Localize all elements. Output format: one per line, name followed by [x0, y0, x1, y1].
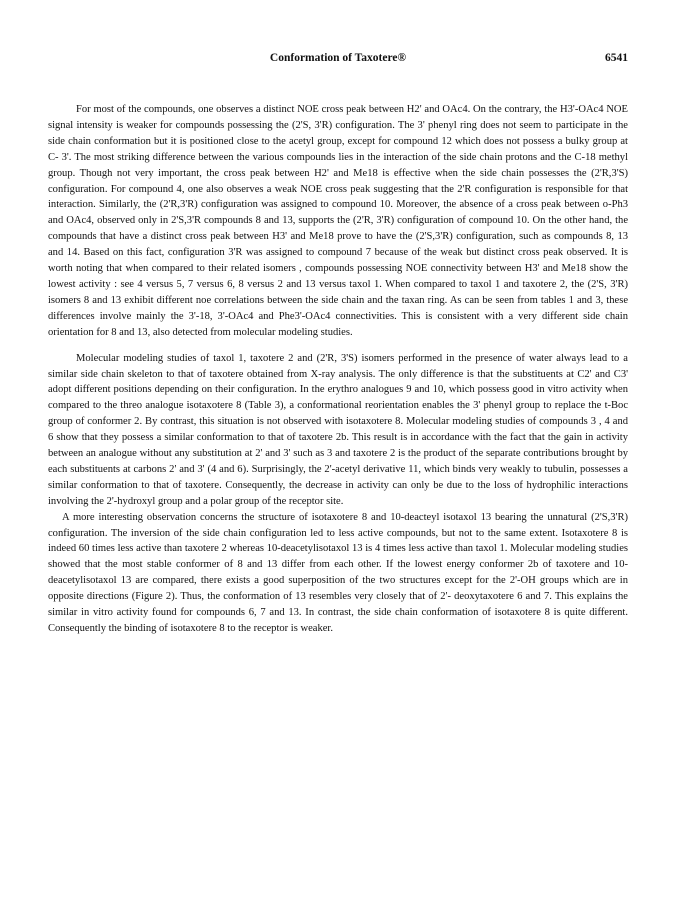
running-header — [48, 52, 628, 68]
paragraph-isotaxotere: A more interesting observation concerns the structure of isotaxotere 8 and 10-deacteyl isotaxol 13 bearing the unnatural (2'S,3'R) configuration. The inversion of the side chain configuration led to less active compounds, but not to the same extent. Isotaxotere 8 is indeed 60 times less active than taxotere 2 whereas 10-deacetylisotaxol 13 is 4 times less active than taxol 1. Molecular modeling studies showed that the most stable conformer of 8 and 13 differ from each other. If the lowest energy conformer 2b of taxotere and 10-deacetylisotaxol 13 are compared, there exists a good superposition of the two structures except for the 2'-OH groups which are in opposite directions (Figure 2). Thus, the conformation of 13 resembles very closely that of 2'- deoxytaxotere 6 and 7. This explains the similar in vitro activity found for compounds 6, 7 and 13. In contrast, the side chain conformation of isotaxotere 8 is quite different. Consequently the binding of isotaxotere 8 to the receptor is weaker. — [48, 511, 628, 634]
page-number: 6541 — [605, 52, 628, 64]
article-body — [48, 102, 628, 637]
paragraph-molecular-modeling: Molecular modeling studies of taxol 1, taxotere 2 and (2'R, 3'S) isomers performed in the presence of water always lead to a similar side chain skeleton to that of taxotere obtained from X-ray analysis. The only difference is that the substituents at C2' and C3' adopt different positions depending on their configuration. In the erythro analogues 9 and 10, which possess good in vitro activity when compared to the threo analogue isotaxotere 8 (Table 3), a conformational reorientation enables the 3' phenyl group to replace the t-Boc group of conformer 2. By contrast, this situation is not observed with isotaxotere 8. Molecular modeling studies of compounds 3 , 4 and 6 show that they possess a similar conformation to that of taxotere 2b. This result is in accordance with the fact that the gain in activity between an analogue without any substitution at 2' and 3' such as 3 and taxotere 2 is the product of the separate contributions brought by each substituents at carbons 2' and 3' (4 and 6). Surprisingly, the 2'-acetyl derivative 11, which binds very weakly to tubulin, possesses a similar conformation to that of taxotere. Consequently, the decrease in activity can only be due to the loss of hydrophilic interactions involving the 2'-hydroxyl group and a polar group of the receptor site. — [48, 352, 628, 507]
paragraph-noe-analysis: For most of the compounds, one observes a distinct NOE cross peak between H2' and OAc4. On the contrary, the H3'-OAc4 NOE signal intensity is weaker for compounds possessing the (2'S, 3'R) configuration. The 3' phenyl ring does not seem to participate in the side chain conformation but it is positioned close to the acetyl group, except for compound 12 which does not possess a bulky group at C- 3'. The most striking difference between the various compounds lies in the interaction of the side chain protons and the C-18 methyl group. Though not very important, the cross peak between H2' and Me18 is effective when the side chain possesses the (2'R,3'S) configuration. For compound 4, one also observes a weak NOE cross peak suggesting that the 2'R configuration is responsible for that interaction. Similarly, the (2'R,3'R) configuration was assigned to compound 10. Moreover, the absence of a cross peak between o-Ph3 and OAc4, observed only in 2'S,3'R compounds 8 and 13, supports the (2'R, 3'R) configuration of compound 10. On the other hand, the compounds that have a distinct cross peak between H3' and Me18 prove to have the (2'S,3'R) configuration, such as compounds 8, 13 and 14. Based on this fact, configuration 3'R was assigned to compound 7 because of the weak but distinct cross peak observed. It is worth noting that when compared to their related isomers , compounds possessing NOE connectivity between H3' and Me18 show the lowest activity : see 4 versus 5, 7 versus 6, 8 versus 2 and 13 versus taxol 1. When compared to taxol 1 and taxotere 2, the (2'S, 3'R) isomers 8 and 13 exhibit different noe correlations between the side chain and the taxan ring. As can be seen from tables 1 and 3, these differences involve mainly the 3'-18, 3'-OAc4 and Phe3'-OAc4 connectivities. This is consistent with a very different side chain orientation for 8 and 13, also detected from molecular modeling studies. — [48, 104, 628, 338]
running-title: Conformation of Taxotere® — [269, 52, 407, 64]
